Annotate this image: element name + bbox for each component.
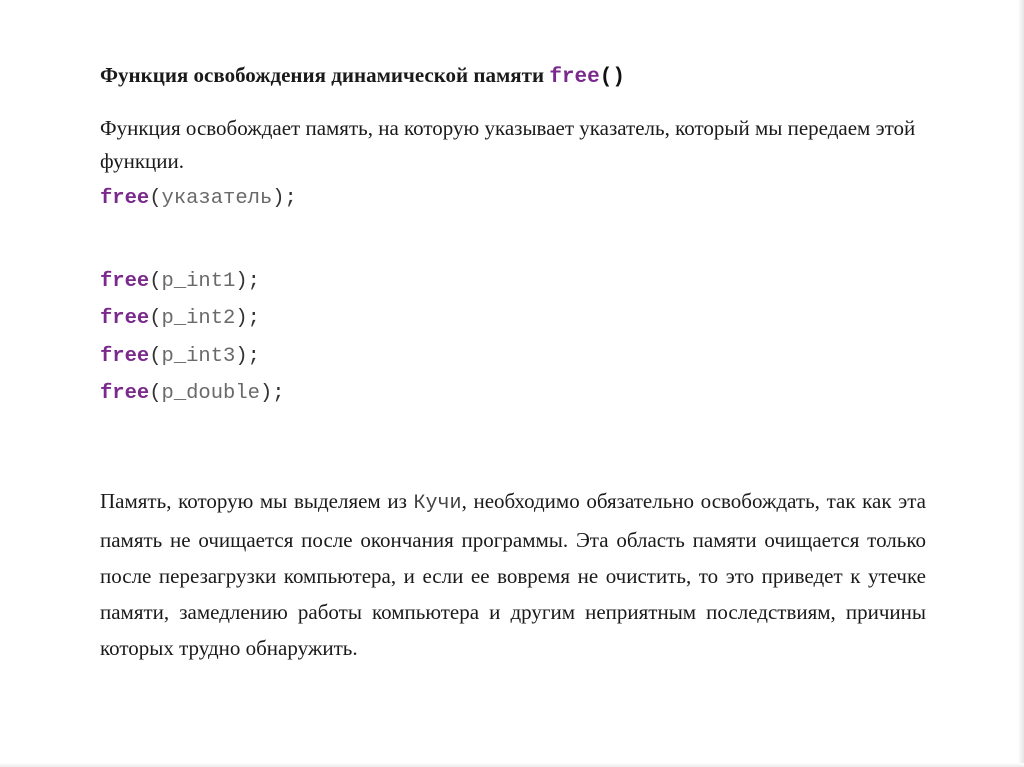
note-text-end: , необходимо обязательно освобождать, так как эта память не очищается после окончания программы. Эта область памяти очищается только после перезагрузки компьютера, и если ее вовремя не очистить, то это приведет к утечке памяти, замедлению работы компьютера и другим неприятным последствиям, причины которых трудно обнаружить.: [100, 488, 926, 660]
slide-content: [100, 58, 926, 687]
code-line: [100, 338, 926, 376]
code-close-paren: );: [259, 382, 285, 405]
title-code-parens: (): [599, 66, 625, 89]
note-paragraph: [100, 483, 926, 666]
code-argument: p_int1: [161, 269, 236, 293]
intro-paragraph: Функция освобождает память, на которую указывает указатель, который мы передаем этой функции.: [100, 116, 916, 173]
code-line: [100, 263, 926, 301]
code-keyword: free: [100, 307, 150, 330]
code-close-paren: );: [235, 344, 260, 368]
heap-term: Кучи: [413, 491, 462, 515]
code-argument: указатель: [161, 187, 273, 210]
code-open-paren: (: [149, 187, 162, 210]
code-open-paren: (: [149, 382, 162, 405]
slide-edge-right: [1018, 0, 1024, 767]
code-close-paren: );: [235, 269, 260, 293]
code-keyword: free: [100, 344, 150, 368]
note-text-start: Память, которую мы выделяем из: [100, 488, 414, 513]
title-code-keyword: free: [549, 66, 600, 89]
code-keyword: free: [100, 187, 150, 210]
code-keyword: free: [100, 382, 150, 405]
code-argument: p_double: [161, 382, 260, 405]
syntax-line: [100, 180, 926, 218]
code-keyword: free: [100, 269, 150, 293]
code-example-block: [100, 263, 926, 413]
page-title: [100, 58, 926, 92]
code-line: [100, 375, 926, 413]
code-close-paren: );: [272, 187, 297, 210]
code-open-paren: (: [149, 344, 162, 368]
code-open-paren: (: [149, 307, 162, 330]
code-argument: p_int2: [161, 307, 236, 330]
code-close-paren: );: [235, 307, 260, 330]
slide-edge-bottom: [0, 763, 1024, 767]
title-text: Функция освобождения динамической памяти: [100, 63, 550, 87]
code-open-paren: (: [149, 269, 162, 293]
code-line: [100, 300, 926, 338]
code-argument: p_int3: [161, 344, 236, 368]
